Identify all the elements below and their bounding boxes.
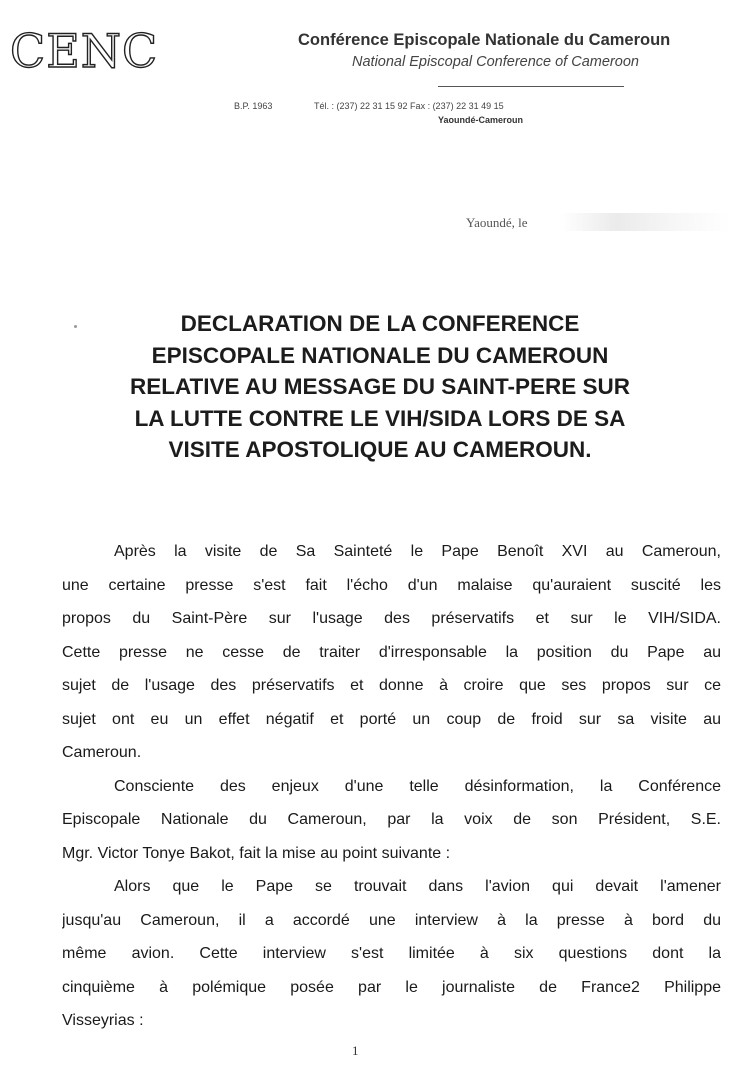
page-number: 1 bbox=[352, 1043, 359, 1058]
body-line: Visseyrias : bbox=[62, 1012, 144, 1029]
cenc-logo: CENC bbox=[10, 24, 159, 78]
body-line: cinquième à polémique posée par le journaliste de France2 Philippe bbox=[62, 978, 721, 996]
title-line: LA LUTTE CONTRE LE VIH/SIDA LORS DE SA bbox=[134, 405, 626, 431]
date-line: Yaoundé, le bbox=[466, 215, 528, 230]
body-line: même avion. Cette interview s'est limitée à six questions dont la bbox=[62, 945, 721, 962]
body-line: Cette presse ne cesse de traiter d'irresponsable la position du Pape au bbox=[62, 643, 721, 661]
body-line: Consciente des enjeux d'une telle désinformation, la Conférence bbox=[114, 777, 721, 795]
body-line: sujet de l'usage des préservatifs et donne à croire que ses propos sur ce bbox=[62, 677, 721, 694]
org-name-en: National Episcopal Conference of Cameroon bbox=[352, 54, 639, 70]
title-line: DECLARATION DE LA CONFERENCE bbox=[180, 311, 580, 336]
body-line: Cameroun. bbox=[62, 744, 142, 761]
header-city: Yaoundé-Cameroun bbox=[438, 115, 524, 125]
body-line: jusqu'au Cameroun, il a accordé une interview à la presse à bord du bbox=[62, 911, 721, 929]
title-line: EPISCOPALE NATIONALE DU CAMEROUN bbox=[151, 342, 609, 368]
body-line: sujet ont eu un effet négatif et porté un coup de froid sur sa visite au bbox=[62, 710, 721, 728]
phone-fax: Tél. : (237) 22 31 15 92 Fax : (237) 22 31 49 15 bbox=[314, 101, 504, 111]
body-line: Episcopale Nationale du Cameroun, par la voix de son Président, S.E. bbox=[62, 811, 721, 828]
header-divider bbox=[438, 86, 624, 87]
body-line: Alors que le Pape se trouvait dans l'avion qui devait l'amener bbox=[114, 878, 721, 895]
body-line: Après la visite de Sa Sainteté le Pape Benoît XVI au Cameroun, bbox=[114, 543, 721, 560]
title-line: VISITE APOSTOLIQUE AU CAMEROUN. bbox=[168, 437, 592, 462]
body-line: une certaine presse s'est fait l'écho d'un malaise qu'auraient suscité les bbox=[62, 576, 721, 594]
title-line: RELATIVE AU MESSAGE DU SAINT-PERE SUR bbox=[129, 374, 631, 399]
org-name-fr: Conférence Episcopale Nationale du Cameroun bbox=[298, 31, 671, 49]
body-line: Mgr. Victor Tonye Bakot, fait la mise au point suivante : bbox=[62, 844, 451, 862]
date-smudge bbox=[560, 213, 730, 231]
po-box: B.P. 1963 bbox=[234, 101, 273, 111]
body-text bbox=[62, 535, 721, 1038]
body-line: propos du Saint-Père sur l'usage des préservatifs et sur le VIH/SIDA. bbox=[62, 610, 721, 627]
declaration-title bbox=[40, 308, 720, 466]
